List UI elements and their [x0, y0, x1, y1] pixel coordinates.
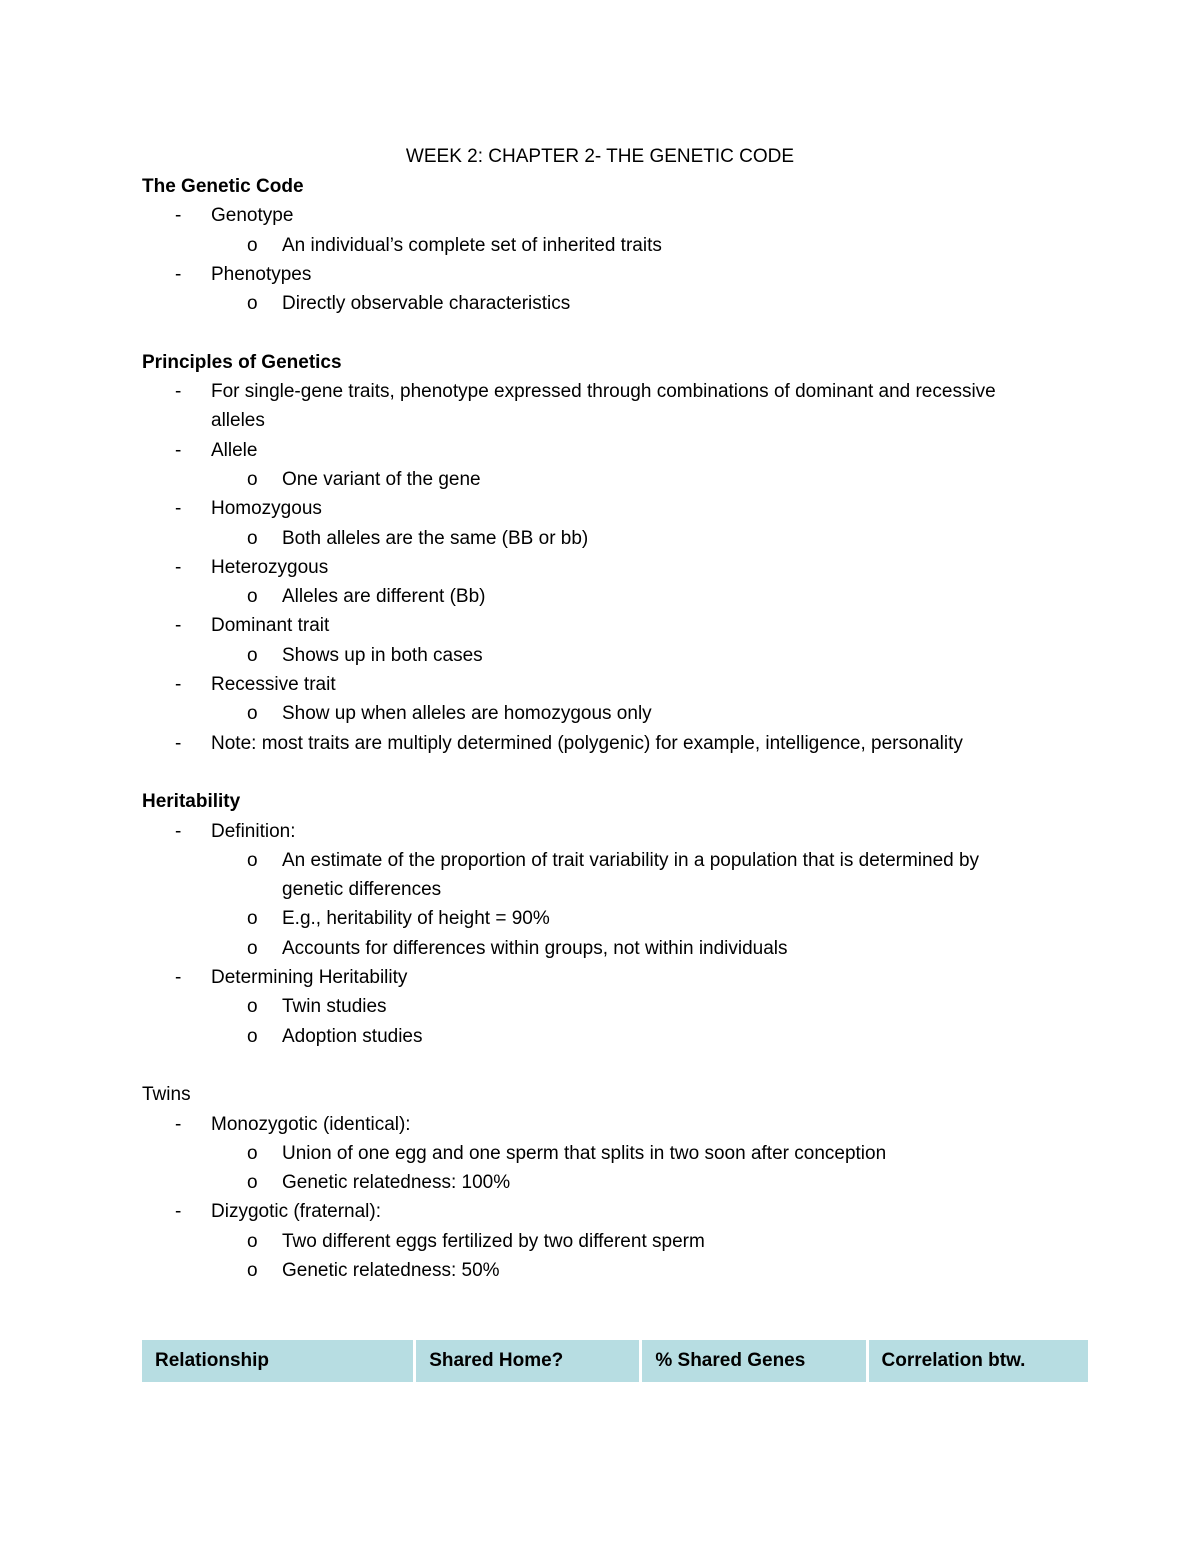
- sub-list: [211, 1139, 1042, 1198]
- sub-list: [211, 582, 1042, 611]
- list-item: [142, 963, 1042, 1051]
- dash-bullet: -: [175, 967, 182, 989]
- sub-list-item: [142, 524, 1042, 553]
- list-item: [142, 260, 1042, 319]
- sub-list-item-text: An estimate of the proportion of trait variability in a population that is determined by genetic differences: [282, 849, 980, 901]
- list-item-text: Note: most traits are multiply determined (polygenic) for example, intelligence, personality: [211, 732, 963, 754]
- circle-bullet: o: [247, 1259, 258, 1281]
- sub-list-item-text: Genetic relatedness: 50%: [282, 1259, 500, 1281]
- bullet-list: [142, 817, 1042, 1051]
- dash-bullet: -: [175, 439, 182, 461]
- dash-bullet: -: [175, 820, 182, 842]
- circle-bullet: o: [247, 468, 258, 490]
- list-item: [142, 494, 1042, 553]
- circle-bullet: o: [247, 234, 258, 256]
- sub-list-item-text: Alleles are different (Bb): [282, 586, 486, 608]
- circle-bullet: o: [247, 1142, 258, 1164]
- dash-bullet: -: [175, 674, 182, 696]
- relationship-table: [142, 1340, 1088, 1382]
- list-item: [142, 201, 1042, 260]
- circle-bullet: o: [247, 849, 258, 871]
- circle-bullet: o: [247, 1025, 258, 1047]
- circle-bullet: o: [247, 937, 258, 959]
- list-item-text: Determining Heritability: [211, 967, 408, 989]
- list-item-text: Dominant trait: [211, 615, 330, 637]
- section-heritability: [142, 787, 1042, 1051]
- sub-list-item: [142, 1256, 1042, 1285]
- sub-list-item-text: Twin studies: [282, 996, 387, 1018]
- sub-list-item: [142, 1022, 1042, 1051]
- list-item-text: Definition:: [211, 820, 296, 842]
- list-item: [142, 729, 1042, 758]
- dash-bullet: -: [175, 732, 182, 754]
- sub-list: [211, 641, 1042, 670]
- list-item: [142, 817, 1042, 963]
- dash-bullet: -: [175, 615, 182, 637]
- dash-bullet: -: [175, 1113, 182, 1135]
- list-item: [142, 611, 1042, 670]
- sub-list-item: [142, 582, 1042, 611]
- column-header-correlation: Correlation btw.: [869, 1340, 1088, 1382]
- sub-list: [211, 231, 1042, 260]
- column-header-relationship: Relationship: [142, 1340, 413, 1382]
- circle-bullet: o: [247, 644, 258, 666]
- dash-bullet: -: [175, 205, 182, 227]
- list-item: [142, 553, 1042, 612]
- sub-list: [211, 465, 1042, 494]
- list-item: [142, 436, 1042, 495]
- sub-list-item: [142, 231, 1042, 260]
- sub-list-item-text: Show up when alleles are homozygous only: [282, 703, 652, 725]
- list-item: [142, 377, 1042, 436]
- sub-list-item-text: Both alleles are the same (BB or bb): [282, 527, 589, 549]
- sub-list-item-text: Genetic relatedness: 100%: [282, 1172, 511, 1194]
- circle-bullet: o: [247, 1230, 258, 1252]
- sub-list-item-text: Union of one egg and one sperm that splits in two soon after conception: [282, 1142, 887, 1164]
- sub-list: [211, 524, 1042, 553]
- sub-list-item: [142, 641, 1042, 670]
- circle-bullet: o: [247, 527, 258, 549]
- sub-list-item-text: Adoption studies: [282, 1025, 423, 1047]
- circle-bullet: o: [247, 586, 258, 608]
- dash-bullet: -: [175, 263, 182, 285]
- dash-bullet: -: [175, 1201, 182, 1223]
- list-item-text: Homozygous: [211, 498, 322, 520]
- sub-list-item-text: Accounts for differences within groups, not within individuals: [282, 937, 788, 959]
- sub-list-item: [142, 1139, 1042, 1168]
- list-item: [142, 1110, 1042, 1198]
- sub-list-item-text: Directly observable characteristics: [282, 293, 571, 315]
- sub-list-item: [142, 1168, 1042, 1197]
- circle-bullet: o: [247, 703, 258, 725]
- sub-list-item-text: Shows up in both cases: [282, 644, 483, 666]
- sub-list: [211, 1227, 1042, 1286]
- section-principles-of-genetics: [142, 348, 1042, 758]
- list-item-text: Heterozygous: [211, 556, 329, 578]
- sub-list-item-text: Two different eggs fertilized by two different sperm: [282, 1230, 705, 1252]
- list-item-text: Dizygotic (fraternal):: [211, 1201, 381, 1223]
- bullet-list: [142, 201, 1042, 318]
- dash-bullet: -: [175, 498, 182, 520]
- sub-list-item: [142, 992, 1042, 1021]
- dash-bullet: -: [175, 556, 182, 578]
- table: [139, 1340, 1091, 1382]
- list-item: [142, 670, 1042, 729]
- bullet-list: [142, 1110, 1042, 1286]
- list-item-text: Recessive trait: [211, 674, 336, 696]
- sub-list-item: [142, 1227, 1042, 1256]
- circle-bullet: o: [247, 908, 258, 930]
- sub-list-item: [142, 904, 1042, 933]
- sub-list-item: [142, 289, 1042, 318]
- list-item-text: Phenotypes: [211, 263, 312, 285]
- section-heading: Heritability: [142, 791, 241, 813]
- section-heading: Principles of Genetics: [142, 351, 342, 373]
- sub-list-item: [142, 699, 1042, 728]
- document-body: [142, 172, 1042, 1285]
- list-item-text: Allele: [211, 439, 258, 461]
- sub-list: [211, 846, 1042, 963]
- sub-list: [211, 992, 1042, 1051]
- list-item-text: For single-gene traits, phenotype expressed through combinations of dominant and recessive alleles: [211, 381, 996, 432]
- bullet-list: [142, 377, 1042, 758]
- sub-list-item-text: One variant of the gene: [282, 468, 481, 490]
- dash-bullet: -: [175, 381, 182, 403]
- document-title: WEEK 2: CHAPTER 2- THE GENETIC CODE: [405, 146, 795, 167]
- section-heading: Twins: [142, 1084, 191, 1106]
- list-item-text: Genotype: [211, 205, 294, 227]
- sub-list: [211, 699, 1042, 728]
- section-twins: [142, 1080, 1042, 1285]
- list-item-text: Monozygotic (identical):: [211, 1113, 411, 1135]
- sub-list-item: [142, 846, 1042, 905]
- list-item: [142, 1197, 1042, 1285]
- circle-bullet: o: [247, 293, 258, 315]
- sub-list-item-text: An individual’s complete set of inherited traits: [282, 234, 662, 256]
- sub-list: [211, 289, 1042, 318]
- circle-bullet: o: [247, 1172, 258, 1194]
- sub-list-item: [142, 465, 1042, 494]
- sub-list-item: [142, 934, 1042, 963]
- sub-list-item-text: E.g., heritability of height = 90%: [282, 908, 550, 930]
- section-genetic-code: [142, 172, 1042, 318]
- circle-bullet: o: [247, 996, 258, 1018]
- section-heading: The Genetic Code: [142, 176, 304, 197]
- column-header-shared-genes: % Shared Genes: [642, 1340, 865, 1382]
- column-header-shared-home: Shared Home?: [416, 1340, 639, 1382]
- table-header-row: [142, 1340, 1088, 1382]
